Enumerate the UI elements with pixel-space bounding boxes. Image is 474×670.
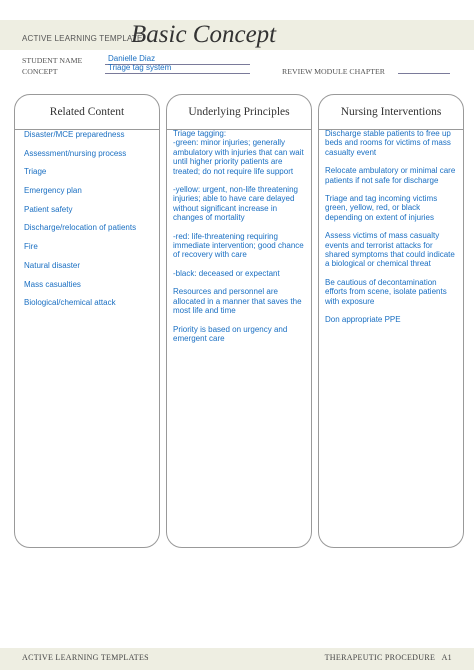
list-item: Biological/chemical attack bbox=[24, 298, 116, 308]
review-module-label: REVIEW MODULE CHAPTER bbox=[282, 67, 385, 76]
list-item: Be cautious of decontamination efforts from scene, isolate patients with exposure bbox=[325, 277, 447, 306]
list-item: Don appropriate PPE bbox=[325, 315, 401, 325]
underlying-principles-list bbox=[173, 129, 305, 352]
list-item: Triage and tag incoming victims green, yellow, red, or black depending on extent of injuries bbox=[325, 194, 438, 222]
list-item: -yellow: urgent, non-life threatening injuries; able to have care delayed without significant increase in changes of mortality bbox=[173, 185, 298, 223]
concept-underline bbox=[105, 73, 250, 74]
nursing-interventions-panel bbox=[318, 94, 464, 548]
footer-left-text: ACTIVE LEARNING TEMPLATES bbox=[22, 653, 149, 662]
concept-label: CONCEPT bbox=[22, 67, 58, 76]
list-item: Discharge/relocation of patients bbox=[24, 223, 137, 233]
list-item: Relocate ambulatory or minimal care patients if not safe for discharge bbox=[325, 166, 456, 185]
nursing-interventions-heading: Nursing Interventions bbox=[319, 95, 463, 130]
nursing-interventions-list bbox=[325, 129, 457, 334]
list-item: Triage bbox=[24, 167, 47, 177]
list-item: Assessment/nursing process bbox=[24, 148, 127, 158]
related-content-panel bbox=[14, 94, 160, 548]
review-module-field[interactable] bbox=[398, 73, 450, 74]
underlying-principles-heading: Underlying Principles bbox=[167, 95, 311, 130]
footer-right-text: THERAPEUTIC PROCEDURE A1 bbox=[324, 653, 452, 662]
list-item: Natural disaster bbox=[24, 260, 81, 270]
list-item: Fire bbox=[24, 242, 38, 252]
list-item: Disaster/MCE preparedness bbox=[24, 130, 125, 139]
list-item: Mass casualties bbox=[24, 279, 81, 289]
related-content-list bbox=[24, 130, 153, 317]
list-item: Triage tagging: -green: minor injuries; generally ambulatory with injuries that can wait until higher priority patients are treated; do not require life support bbox=[173, 129, 304, 176]
list-item: Patient safety bbox=[24, 204, 73, 214]
page-title: Basic Concept bbox=[131, 21, 277, 48]
list-item: Discharge stable patients to free up beds and rooms for victims of mass casualty event bbox=[325, 129, 451, 157]
underlying-principles-panel bbox=[166, 94, 312, 548]
list-item: -red: life-threatening requiring immediate intervention; good chance of recovery with care bbox=[173, 231, 304, 260]
concept-field[interactable]: Triage tag system bbox=[108, 63, 172, 72]
student-name-label: STUDENT NAME bbox=[22, 56, 83, 65]
list-item: Emergency plan bbox=[24, 186, 82, 196]
list-item: Resources and personnel are allocated in a manner that saves the most life and time bbox=[173, 287, 302, 316]
related-content-heading: Related Content bbox=[15, 95, 159, 130]
list-item: -black: deceased or expectant bbox=[173, 268, 280, 278]
template-label: ACTIVE LEARNING TEMPLATE: bbox=[22, 34, 145, 43]
list-item: Priority is based on urgency and emergent care bbox=[173, 324, 288, 343]
student-name-field[interactable]: Danielle Diaz bbox=[108, 54, 156, 63]
list-item: Assess victims of mass casualty events and terrorist attacks for shared symptoms that could indicate a biological or chemical threat bbox=[325, 231, 455, 269]
